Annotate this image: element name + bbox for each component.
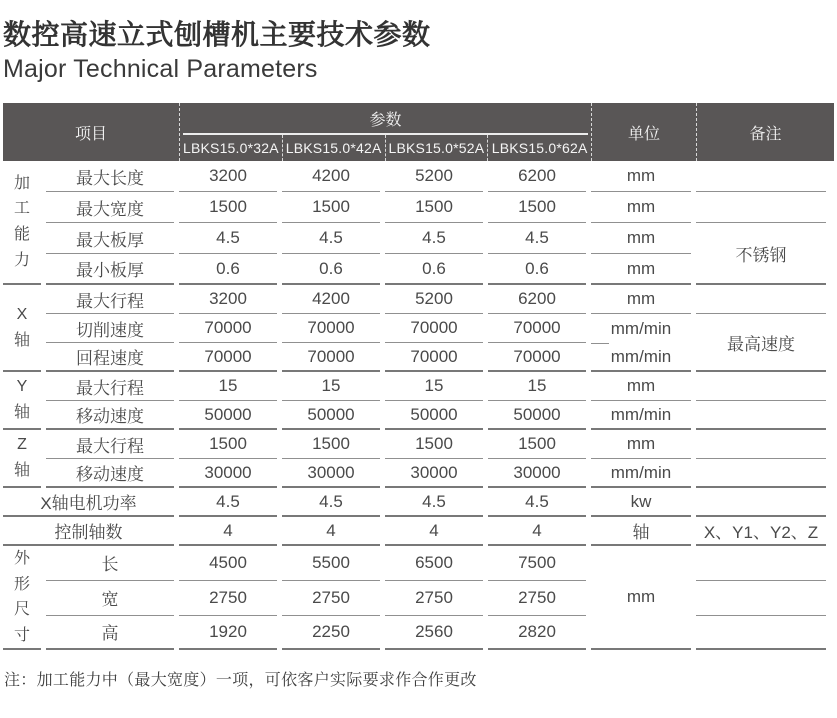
row-label: 回程速度 [46, 343, 174, 372]
param-value: 6200 [488, 161, 586, 192]
table-header [3, 103, 834, 161]
param-value: 15 [282, 372, 380, 401]
table-row [3, 546, 826, 581]
param-value: 5200 [385, 161, 483, 192]
param-value: 2250 [282, 616, 380, 651]
param-value: 4 [179, 517, 277, 546]
unit-cell: mm [591, 285, 691, 314]
param-value: 5500 [282, 546, 380, 581]
remark-cell-empty [696, 488, 826, 517]
page-title-zh: 数控高速立式刨槽机主要技术参数 [3, 19, 431, 50]
row-label: 最大行程 [46, 372, 174, 401]
unit-cell: mm/min [591, 314, 691, 343]
table-row [3, 517, 826, 546]
table-row [3, 314, 826, 343]
param-value: 70000 [179, 343, 277, 372]
param-value: 4.5 [488, 223, 586, 254]
unit-cell: 轴 [591, 517, 691, 546]
group-label-y-axis: Y轴 [3, 372, 41, 430]
param-value: 4.5 [488, 488, 586, 517]
param-value: 1500 [179, 192, 277, 223]
param-value: 4.5 [282, 223, 380, 254]
unit-cell: mm [591, 223, 691, 254]
param-value: 1500 [488, 192, 586, 223]
header-model-row [180, 135, 591, 161]
table-row [3, 459, 826, 488]
unit-cell: mm [591, 161, 691, 192]
remark-cell-empty [696, 581, 826, 616]
param-value: 2750 [385, 581, 483, 616]
remark-cell-empty [696, 546, 826, 581]
page-title-en: Major Technical Parameters [3, 55, 318, 83]
remark-cell-empty [696, 401, 826, 430]
header-model-1: LBKS15.0*32A [180, 135, 283, 161]
header-model-3: LBKS15.0*52A [386, 135, 489, 161]
parameters-table [0, 161, 831, 650]
param-value: 3200 [179, 161, 277, 192]
param-value: 4.5 [282, 488, 380, 517]
param-value: 50000 [488, 401, 586, 430]
row-label: 控制轴数 [3, 517, 174, 546]
row-label: 切削速度 [46, 314, 174, 343]
param-value: 5200 [385, 285, 483, 314]
row-label: 最小板厚 [46, 254, 174, 285]
param-value: 1500 [179, 430, 277, 459]
param-value: 6500 [385, 546, 483, 581]
header-model-4: LBKS15.0*62A [491, 140, 588, 156]
header-params-group [179, 103, 592, 161]
param-value: 7500 [488, 546, 586, 581]
row-label: X轴电机功率 [3, 488, 174, 517]
row-label: 最大行程 [46, 430, 174, 459]
header-remark-col: 备注 [749, 125, 782, 143]
param-value: 4200 [282, 285, 380, 314]
group-label-processing: 加工能力 [3, 161, 41, 285]
param-value: 30000 [282, 459, 380, 488]
param-value: 2750 [282, 581, 380, 616]
param-value: 1500 [282, 192, 380, 223]
unit-cell-dimensions: mm [591, 546, 691, 650]
param-value: 50000 [179, 401, 277, 430]
param-value: 70000 [179, 314, 277, 343]
param-value: 2750 [488, 581, 586, 616]
param-value: 4.5 [179, 223, 277, 254]
table-row [3, 581, 826, 616]
row-label: 最大行程 [46, 285, 174, 314]
row-label: 移动速度 [46, 401, 174, 430]
row-label: 最大宽度 [46, 192, 174, 223]
param-value: 1500 [488, 430, 586, 459]
param-value: 15 [179, 372, 277, 401]
param-value: 0.6 [488, 254, 586, 285]
param-value: 0.6 [385, 254, 483, 285]
table-row [3, 488, 826, 517]
param-value: 70000 [282, 343, 380, 372]
param-value: 30000 [488, 459, 586, 488]
remark-stainless: 不锈钢 [696, 223, 826, 285]
row-label: 长 [46, 546, 174, 581]
header-unit-col: 单位 [592, 103, 697, 161]
row-label: 移动速度 [46, 459, 174, 488]
param-value: 2560 [385, 616, 483, 651]
param-value: 1500 [282, 430, 380, 459]
param-value: 4 [488, 517, 586, 546]
param-value: 4.5 [385, 223, 483, 254]
group-label-dimensions: 外形尺寸 [3, 546, 41, 650]
header-model-2: LBKS15.0*42A [283, 135, 386, 161]
param-value: 30000 [179, 459, 277, 488]
group-label-x-axis: X轴 [3, 285, 41, 372]
table-row [3, 161, 826, 192]
param-value: 4.5 [179, 488, 277, 517]
param-value: 1920 [179, 616, 277, 651]
header-item-col: 项目 [74, 125, 107, 143]
param-value: 2750 [179, 581, 277, 616]
unit-cell: mm [591, 192, 691, 223]
param-value: 4 [282, 517, 380, 546]
table-row [3, 401, 826, 430]
param-value: 4.5 [385, 488, 483, 517]
param-value: 70000 [385, 343, 483, 372]
unit-cell: mm [591, 372, 691, 401]
param-value: 70000 [282, 314, 380, 343]
remark-max-speed: 最高速度 [696, 314, 826, 372]
remark-cell-empty [696, 161, 826, 192]
remark-cell-empty [696, 192, 826, 223]
remark-cell-empty [696, 430, 826, 459]
unit-cell: kw [591, 488, 691, 517]
param-value: 70000 [385, 314, 483, 343]
param-value: 50000 [385, 401, 483, 430]
remark-cell-empty [696, 285, 826, 314]
param-value: 30000 [385, 459, 483, 488]
param-value: 6200 [488, 285, 586, 314]
param-value: 3200 [179, 285, 277, 314]
param-value: 0.6 [282, 254, 380, 285]
unit-cell: mm/min [591, 401, 691, 430]
unit-cell: mm/min [591, 343, 691, 372]
unit-cell: mm [591, 254, 691, 285]
footnote: 注：加工能力中（最大宽度）一项，可依客户实际要求作合作更改 [4, 672, 477, 690]
remark-axes: X、Y1、Y2、Z [696, 517, 826, 546]
row-label: 最大长度 [46, 161, 174, 192]
param-value: 0.6 [179, 254, 277, 285]
param-value: 70000 [488, 343, 586, 372]
unit-cell: mm [591, 430, 691, 459]
remark-cell-empty [696, 616, 826, 651]
group-label-z-axis: Z轴 [3, 430, 41, 488]
header-params-label: 参数 [183, 103, 588, 135]
remark-cell-empty [696, 372, 826, 401]
table-row [3, 192, 826, 223]
table-row [3, 616, 826, 651]
page [0, 18, 837, 718]
param-value: 50000 [282, 401, 380, 430]
row-label: 宽 [46, 581, 174, 616]
param-value: 70000 [488, 314, 586, 343]
param-value: 1500 [385, 192, 483, 223]
param-value: 4500 [179, 546, 277, 581]
param-value: 15 [385, 372, 483, 401]
table-row [3, 223, 826, 254]
row-label: 最大板厚 [46, 223, 174, 254]
table-row [3, 430, 826, 459]
table-row [3, 285, 826, 314]
table-row [3, 372, 826, 401]
param-value: 2820 [488, 616, 586, 651]
param-value: 4 [385, 517, 483, 546]
param-value: 15 [488, 372, 586, 401]
param-value: 4200 [282, 161, 380, 192]
row-label: 高 [46, 616, 174, 651]
param-value: 1500 [385, 430, 483, 459]
unit-cell: mm/min [591, 459, 691, 488]
remark-cell-empty [696, 459, 826, 488]
